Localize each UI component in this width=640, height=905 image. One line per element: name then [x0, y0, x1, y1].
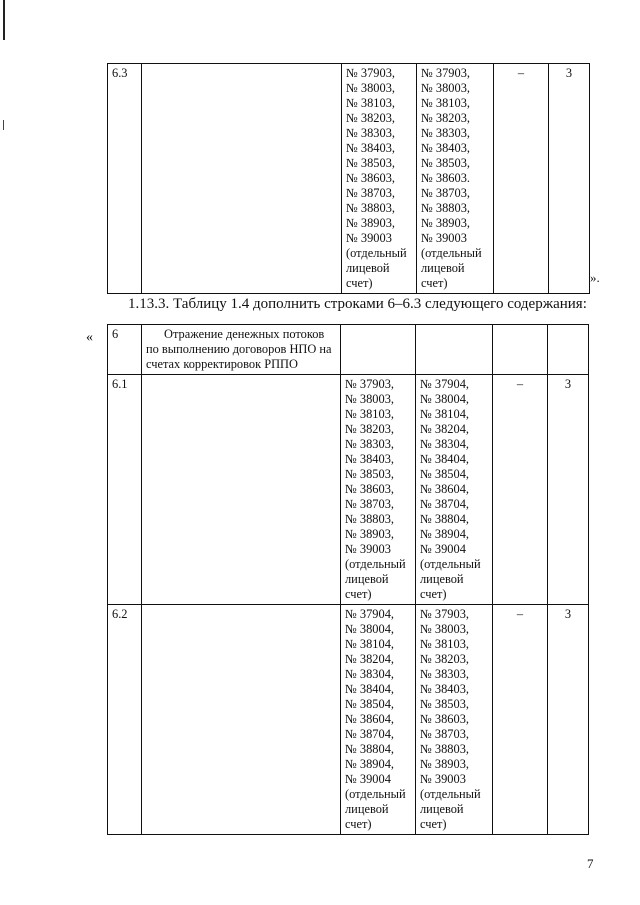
account-line: № 38503,: [420, 697, 469, 711]
account-line: № 38303,: [421, 126, 470, 140]
account-line: № 38803,: [421, 201, 470, 215]
account-line: № 38903,: [345, 527, 394, 541]
account-line: № 38603,: [420, 712, 469, 726]
column-5-value: –: [493, 605, 548, 835]
account-line: лицевой: [345, 572, 389, 586]
account-line: № 38304,: [420, 437, 469, 451]
account-line: № 38103,: [346, 96, 395, 110]
opening-quote: «: [86, 330, 93, 345]
account-line: № 39003: [420, 772, 466, 786]
column-5-value: –: [493, 375, 548, 605]
column-6-value: 3: [548, 605, 589, 835]
account-line: № 38904,: [420, 527, 469, 541]
account-line: (отдельный: [345, 557, 406, 571]
account-line: (отдельный: [345, 787, 406, 801]
account-line: № 38503,: [421, 156, 470, 170]
account-line: № 38103,: [420, 637, 469, 651]
account-line: № 39003: [346, 231, 392, 245]
account-line: № 38803,: [345, 512, 394, 526]
account-line: счет): [345, 587, 372, 601]
account-line: № 38003,: [346, 81, 395, 95]
account-line: № 38004,: [420, 392, 469, 406]
account-line: № 39004: [420, 542, 466, 556]
account-line: № 38404,: [345, 682, 394, 696]
debit-accounts: [342, 64, 417, 294]
account-line: счет): [346, 276, 373, 290]
account-line: № 38003,: [421, 81, 470, 95]
account-line: № 37903,: [346, 66, 395, 80]
account-line: лицевой: [346, 261, 390, 275]
row-description: [142, 605, 341, 835]
debit-accounts: [341, 325, 416, 375]
column-6-value: 3: [549, 64, 590, 294]
account-line: (отдельный: [420, 787, 481, 801]
account-line: № 38703,: [420, 727, 469, 741]
credit-accounts: [417, 64, 494, 294]
account-line: № 38604,: [420, 482, 469, 496]
account-line: № 39003: [421, 231, 467, 245]
account-line: № 38203,: [345, 422, 394, 436]
row-number: 6.3: [108, 64, 142, 294]
account-line: № 39003: [345, 542, 391, 556]
account-line: № 37904,: [420, 377, 469, 391]
account-line: (отдельный: [421, 246, 482, 260]
account-line: № 38403,: [420, 682, 469, 696]
row-number: 6.1: [108, 375, 142, 605]
row-description: [142, 375, 341, 605]
account-line: № 38003,: [420, 622, 469, 636]
account-line: № 38904,: [345, 757, 394, 771]
row-description: [142, 64, 342, 294]
account-line: лицевой: [345, 802, 389, 816]
page-number: 7: [587, 856, 594, 871]
account-line: № 38704,: [420, 497, 469, 511]
scan-artifact: [3, 120, 4, 130]
account-line: лицевой: [420, 572, 464, 586]
column-6-value: [548, 325, 589, 375]
row-description: Отражение денежных потоков по выполнению договоров НПО на счетах корректировок РППО: [142, 325, 341, 375]
account-line: № 38303,: [420, 667, 469, 681]
account-line: № 38603,: [345, 482, 394, 496]
account-line: № 38603,: [346, 171, 395, 185]
account-line: № 38003,: [345, 392, 394, 406]
account-line: № 38704,: [345, 727, 394, 741]
account-line: № 38504,: [420, 467, 469, 481]
account-line: № 38203,: [421, 111, 470, 125]
credit-accounts: [416, 325, 493, 375]
account-line: № 38903,: [420, 757, 469, 771]
account-line: № 38603.: [421, 171, 470, 185]
account-line: № 38803,: [346, 201, 395, 215]
account-line: № 38104,: [345, 637, 394, 651]
account-line: (отдельный: [420, 557, 481, 571]
account-line: лицевой: [421, 261, 465, 275]
account-line: № 38103,: [345, 407, 394, 421]
account-line: № 37903,: [420, 607, 469, 621]
column-6-value: 3: [548, 375, 589, 605]
account-line: № 37903,: [421, 66, 470, 80]
account-line: (отдельный: [346, 246, 407, 260]
account-line: лицевой: [420, 802, 464, 816]
account-line: № 38403,: [345, 452, 394, 466]
account-line: № 38203,: [346, 111, 395, 125]
account-line: счет): [420, 587, 447, 601]
column-5-value: –: [494, 64, 549, 294]
account-line: № 38703,: [345, 497, 394, 511]
table-row: [108, 375, 589, 605]
account-line: № 38403,: [346, 141, 395, 155]
account-line: № 38703,: [421, 186, 470, 200]
table-row: [108, 605, 589, 835]
account-line: счет): [421, 276, 448, 290]
account-line: счет): [345, 817, 372, 831]
account-line: счет): [420, 817, 447, 831]
account-line: № 37904,: [345, 607, 394, 621]
column-5-value: [493, 325, 548, 375]
account-line: № 38503,: [346, 156, 395, 170]
credit-accounts: [416, 605, 493, 835]
account-line: № 38104,: [420, 407, 469, 421]
account-line: № 39004: [345, 772, 391, 786]
account-line: № 38103,: [421, 96, 470, 110]
row-number: 6: [108, 325, 142, 375]
scan-artifact: [3, 0, 5, 40]
table-new-rows: [107, 324, 589, 835]
account-line: № 38004,: [345, 622, 394, 636]
account-line: № 38604,: [345, 712, 394, 726]
table-row: [108, 325, 589, 375]
closing-quote: ».: [590, 270, 600, 285]
debit-accounts: [341, 605, 416, 835]
account-line: № 37903,: [345, 377, 394, 391]
account-line: № 38204,: [420, 422, 469, 436]
account-line: № 38404,: [420, 452, 469, 466]
debit-accounts: [341, 375, 416, 605]
account-line: № 38503,: [345, 467, 394, 481]
account-line: № 38304,: [345, 667, 394, 681]
account-line: № 38903,: [346, 216, 395, 230]
account-line: № 38303,: [345, 437, 394, 451]
table-row: [108, 64, 590, 294]
account-line: № 38504,: [345, 697, 394, 711]
account-line: № 38203,: [420, 652, 469, 666]
account-line: № 38303,: [346, 126, 395, 140]
amendment-paragraph: 1.13.3. Таблицу 1.4 дополнить строками 6–6.3 следующего содержания:: [128, 296, 587, 312]
account-line: № 38804,: [420, 512, 469, 526]
account-line: № 38703,: [346, 186, 395, 200]
account-line: № 38903,: [421, 216, 470, 230]
row-number: 6.2: [108, 605, 142, 835]
credit-accounts: [416, 375, 493, 605]
account-line: № 38403,: [421, 141, 470, 155]
account-line: № 38804,: [345, 742, 394, 756]
table-continuation: [107, 63, 590, 294]
account-line: № 38803,: [420, 742, 469, 756]
account-line: № 38204,: [345, 652, 394, 666]
